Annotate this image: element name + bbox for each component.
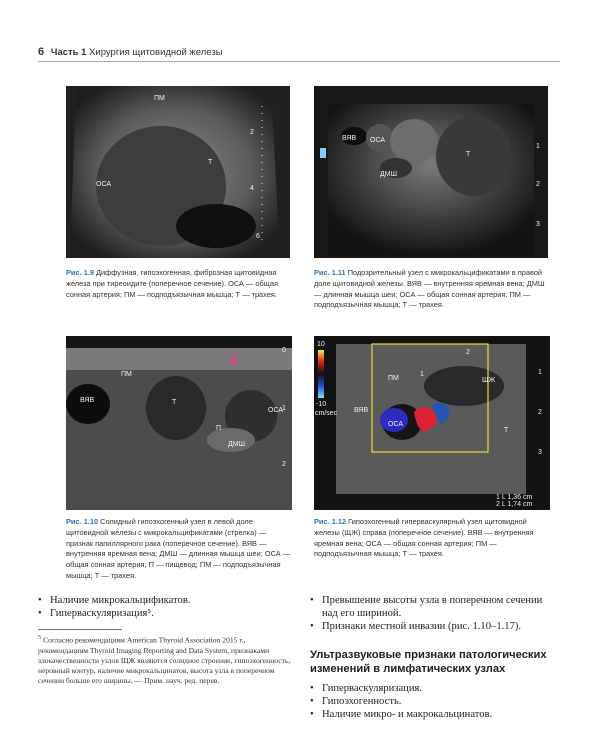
caption-fig-1-10: Рис. 1.10 Солидный гипоэхогенный узел в левой доле щитовидной железы с микрокальцификатами (стрелка) — признак папиллярного рака (поперечное сечение). ВЯВ — внутренняя яремная вена; ДМШ — длинная мышца шеи; ОСА — общая сонная артерия; П — пищевод; ПМ — подподъязычная мышца; Т — трахея. [66, 517, 291, 580]
running-header [38, 46, 223, 58]
ultrasound-image [66, 336, 292, 510]
right-bullet-list [310, 594, 550, 633]
label-pm: ПМ [121, 371, 132, 378]
label-osa: ОСА [370, 137, 386, 144]
label-t: Т [466, 151, 471, 158]
scale-top: 10 [317, 341, 325, 348]
ruler-1: 1 [282, 405, 286, 412]
chapter-title: Хирургия щитовидной железы [89, 47, 223, 58]
list-item: • Гиперваскуляризация⁵. [38, 607, 288, 620]
list-item: • Гиперваскуляризация. [310, 682, 550, 695]
list-item: • Превышение высоты узла в поперечном сечении над его шириной. [310, 594, 550, 620]
label-dmsh: ДМШ [380, 171, 397, 178]
list-item: • Наличие микро- и макрокальцинатов. [310, 708, 550, 721]
label-dmsh: ДМШ [228, 441, 245, 448]
figure-1-11-ultrasound [314, 86, 548, 258]
figure-1-9-ultrasound [66, 86, 290, 258]
label-osa: ОСА [268, 407, 284, 414]
header-rule [38, 61, 560, 62]
marker-1: 1 [420, 371, 424, 378]
ruler-2: 2 [538, 409, 542, 416]
doppler-image [314, 336, 550, 510]
scale-bottom: -10 [316, 401, 327, 408]
ruler-2: 2 [250, 129, 254, 136]
label-p: П [216, 425, 222, 432]
scale-unit: cm/sec [315, 410, 338, 417]
caption-fig-1-11: Рис. 1.11 Подозрительный узел с микрокальцификатами в правой доле щитовидной железы. ВЯВ — внутренняя яремная вена; ДМШ — длинная мышца шеи; ОСА — общая сонная артерия; ПМ — подподъязычная мышца; Т — трахея. [314, 268, 545, 310]
ultrasound-image [314, 86, 548, 258]
label-pm: ПМ [154, 95, 165, 102]
footnote-text: Согласно рекомендациям American Thyroid Association 2015 г., рекомендациям Thyroid Imaging Reporting and Data System, признаками злокачественности узлов ЩЖ являются солидное строение, гипоэхогенность, неровный контур, наличие микрокальцинатов, высота узла в поперечном сечении больше его ширины. — Прим. науч. ред. перев. [38, 635, 291, 685]
label-vyav: ВЯВ [342, 135, 357, 142]
section-bullet-list [310, 682, 550, 721]
part-label: Часть 1 [50, 47, 87, 58]
left-bullet-list [38, 594, 288, 620]
label-t: Т [504, 427, 509, 434]
measure-2: 2 L 1,74 cm [496, 501, 533, 508]
label-vyav: ВЯВ [354, 407, 369, 414]
ruler-4: 4 [250, 185, 254, 192]
label-t: Т [208, 159, 213, 166]
label-t: Т [172, 399, 177, 406]
footnote [38, 633, 292, 686]
label-vyav: ВЯВ [80, 397, 95, 404]
list-item: • Гипоэхогенность. [310, 695, 550, 708]
caption-fig-1-9: Рис. 1.9 Диффузная, гипоэхогенная, фиброзная щитовидная железа при тиреоидите (поперечное сечение). ОСА — общая сонная артерия; ПМ — подподъязычная мышца; Т — трахея. [66, 268, 278, 299]
ruler-0: 0 [282, 347, 286, 354]
ruler-6: 6 [256, 233, 260, 240]
footnote-rule [38, 629, 122, 630]
marker-2: 2 [466, 349, 470, 356]
footnote-number: 5 [38, 634, 42, 641]
page-number: 6 [38, 46, 45, 58]
ruler-2: 2 [282, 461, 286, 468]
ruler-1: 1 [536, 143, 540, 150]
figure-1-10-ultrasound [66, 336, 292, 510]
measure-1: 1 L 1,36 cm [496, 494, 533, 501]
ultrasound-image [66, 86, 290, 258]
section-heading: Ультразвуковые признаки патологических изменений в лимфатических узлах [310, 649, 547, 675]
ruler-3: 3 [536, 221, 540, 228]
label-shchzh: ЩЖ [482, 377, 496, 384]
figure-1-12-doppler [314, 336, 550, 510]
ruler-2: 2 [536, 181, 540, 188]
caption-fig-1-12: Рис. 1.12 Гипоэхогенный гиперваскулярный узел щитовидной железы (ЩЖ) справа (поперечное сечение). ВЯВ — внутренняя яремная вена; ОСА — общая сонная артерия; ПМ — подподъязычная мышца; Т — трахея. [314, 517, 534, 559]
label-osa: ОСА [388, 421, 404, 428]
list-item: • Наличие микрокальцификатов. [38, 594, 288, 607]
ruler-1: 1 [538, 369, 542, 376]
label-pm: ПМ [388, 375, 399, 382]
label-osa: ОСА [96, 181, 112, 188]
ruler-3: 3 [538, 449, 542, 456]
list-item: • Признаки местной инвазии (рис. 1.10–1.17). [310, 620, 550, 633]
